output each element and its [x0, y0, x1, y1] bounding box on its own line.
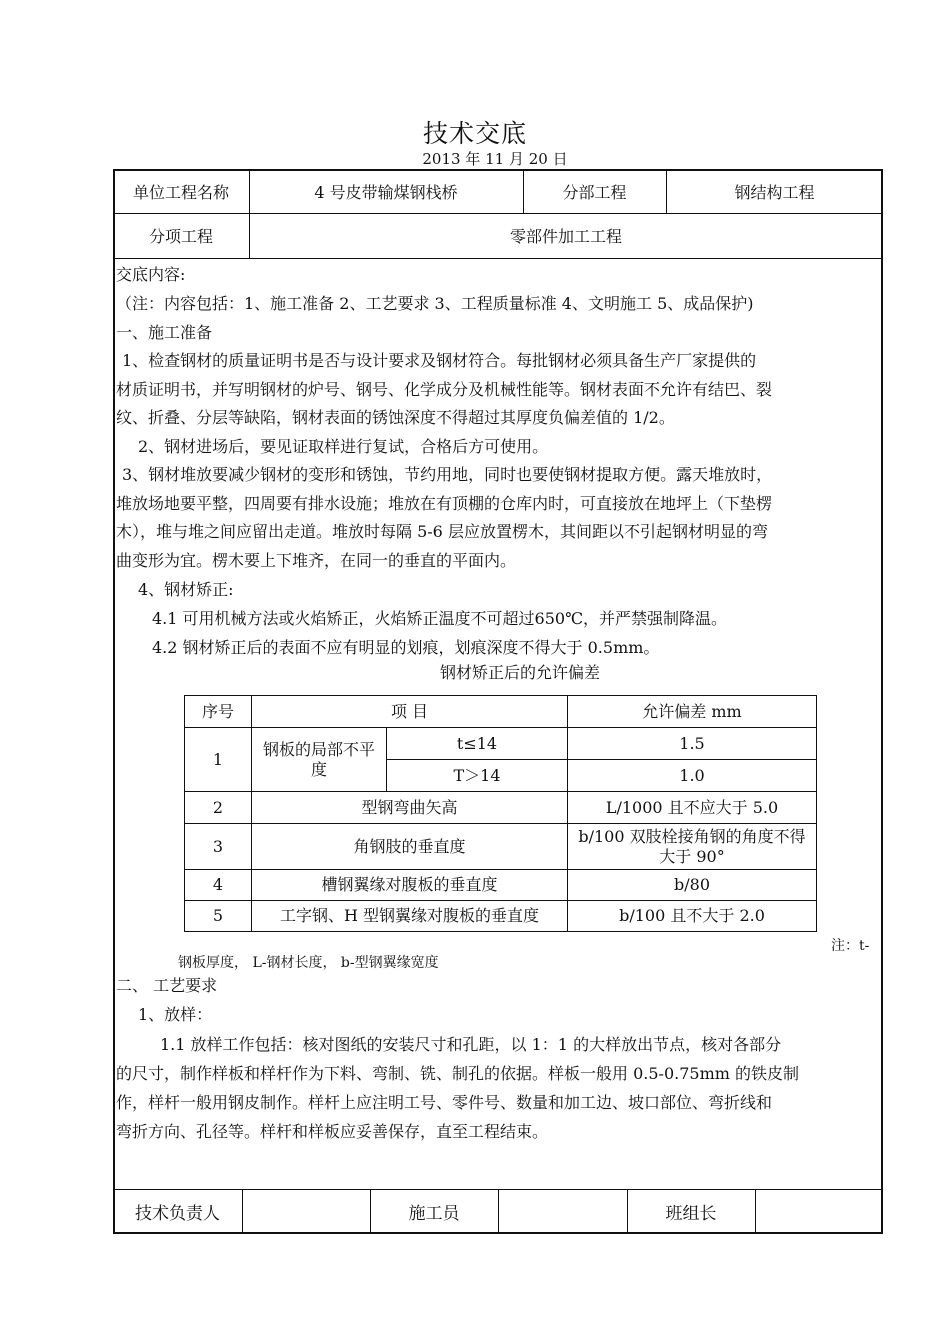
col-header-item: 项 目	[252, 696, 568, 728]
row-1-no: 1	[185, 728, 252, 792]
paragraph-4-2: 4.2 钢材矫正后的表面不应有明显的划痕，划痕深度不得大于 0.5mm。	[152, 638, 660, 657]
row-5-tolerance: b/100 且不大于 2.0	[568, 901, 817, 932]
paragraph-3-line-1: 3、钢材堆放要减少钢材的变形和锈蚀，节约用地，同时也要使钢材提取方便。露天堆放时，	[122, 465, 773, 484]
paragraph-3-line-4: 曲变形为宜。楞木要上下堆齐，在同一的垂直的平面内。	[116, 551, 517, 570]
table-note-end: 钢板厚度， L-钢材长度， b-型钢翼缘宽度	[178, 955, 439, 971]
sub-project-value: 零部件加工工程	[509, 227, 622, 246]
content-heading: 交底内容:	[116, 265, 186, 284]
paragraph-3-line-2: 堆放场地要平整，四周要有排水设施；堆放在有顶棚的仓库内时，可直接放在地坪上（下垫楞	[116, 494, 773, 513]
branch-project-value: 钢结构工程	[734, 182, 815, 202]
worker-signature-field[interactable]	[498, 1189, 627, 1234]
section-2-item-1-1-line-2: 的尺寸，制作样板和样杆作为下料、弯制、铣、制孔的依据。样板一般用 0.5-0.75mm 的铁皮制	[116, 1064, 799, 1083]
row-5-item: 工字钢、H 型钢翼缘对腹板的垂直度	[252, 901, 568, 932]
row-2-no: 2	[185, 792, 252, 824]
paragraph-2: 2、钢材进场后，要见证取样进行复试，合格后方可使用。	[138, 437, 549, 456]
document-date: 2013 年 11 月 20 日	[422, 150, 568, 168]
branch-project-label: 分部工程	[562, 182, 627, 202]
row-4-item: 槽钢翼缘对腹板的垂直度	[252, 870, 568, 901]
section-2-item-1-1-line-4: 弯折方向、孔径等。样杆和样板应妥善保存，直至工程结束。	[116, 1122, 549, 1141]
unit-project-value: 4 号皮带输煤钢栈桥	[314, 182, 458, 202]
worker-label: 施工员	[408, 1204, 460, 1224]
col-header-no: 序号	[185, 696, 252, 728]
row-3-item: 角钢肢的垂直度	[252, 824, 568, 870]
paragraph-4-1: 4.1 可用机械方法或火焰矫正，火焰矫正温度不可超过650℃，并严禁强制降温。	[152, 609, 727, 628]
paragraph-3-line-3: 木），堆与堆之间应留出走道。堆放时每隔 5-6 层应放置楞木，其间距以不引起钢材明显的弯	[116, 522, 768, 541]
document-title: 技术交底	[422, 119, 527, 148]
team-lead-label: 班组长	[665, 1204, 717, 1224]
row-2-item: 型钢弯曲矢高	[252, 792, 568, 824]
row-1a-tolerance: 1.5	[568, 728, 817, 760]
paragraph-4: 4、钢材矫正:	[138, 580, 234, 599]
section-2-item-1: 1、放样：	[138, 1005, 213, 1024]
row-4-no: 4	[185, 870, 252, 901]
table-row	[185, 728, 817, 760]
section-1-title: 一、施工准备	[116, 323, 213, 342]
table-row	[185, 870, 817, 901]
sub-project-label: 分项工程	[148, 227, 213, 246]
row-1-item: 钢板的局部不平度	[252, 728, 387, 792]
table-note-start: 注：t-	[831, 938, 870, 954]
paragraph-1-line-1: 1、检查钢材的质量证明书是否与设计要求及钢材符合。每批钢材必须具备生产厂家提供的	[122, 351, 757, 370]
table-header-row	[185, 696, 817, 728]
paragraph-1-line-3: 纹、折叠、分层等缺陷，钢材表面的锈蚀深度不得超过其厚度负偏差值的 1/2。	[116, 408, 675, 427]
row-1b-condition: T＞14	[387, 760, 568, 792]
tech-lead-label: 技术负责人	[135, 1204, 220, 1224]
team-lead-signature-field[interactable]	[755, 1189, 883, 1234]
col-header-tolerance: 允许偏差 mm	[568, 696, 817, 728]
row-4-tolerance: b/80	[568, 870, 817, 901]
row-5-no: 5	[185, 901, 252, 932]
row-2-tolerance: L/1000 且不应大于 5.0	[568, 792, 817, 824]
row-3-no: 3	[185, 824, 252, 870]
unit-project-label: 单位工程名称	[132, 182, 229, 202]
row-3-tolerance: b/100 双肢栓接角钢的角度不得大于 90°	[568, 824, 817, 870]
tech-lead-signature-field[interactable]	[242, 1189, 370, 1234]
content-note: （注：内容包括：1、施工准备 2、工艺要求 3、工程质量标准 4、文明施工 5、成品保护)	[116, 294, 754, 313]
header-divider-2	[113, 258, 883, 259]
table-row	[185, 792, 817, 824]
row-1b-tolerance: 1.0	[568, 760, 817, 792]
row-1a-condition: t≤14	[387, 728, 568, 760]
table-row	[185, 901, 817, 932]
table-caption: 钢材矫正后的允许偏差	[439, 663, 600, 682]
table-row	[185, 824, 817, 870]
tolerance-table	[184, 695, 817, 932]
section-2-item-1-1-line-3: 作，样杆一般用钢皮制作。样杆上应注明工号、零件号、数量和加工边、坡口部位、弯折线和	[116, 1093, 773, 1112]
paragraph-1-line-2: 材质证明书，并写明钢材的炉号、钢号、化学成分及机械性能等。钢材表面不允许有结巴、裂	[116, 380, 773, 399]
section-2-title: 二、 工艺要求	[116, 976, 218, 995]
section-2-item-1-1-line-1: 1.1 放样工作包括：核对图纸的安装尺寸和孔距，以 1：1 的大样放出节点，核对各部分	[160, 1035, 782, 1054]
